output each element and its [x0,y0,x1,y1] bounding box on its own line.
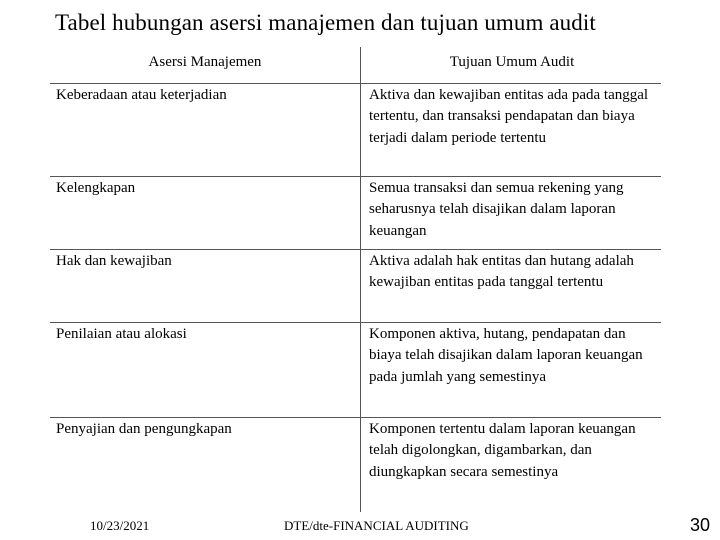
footer-course-label: DTE/dte-FINANCIAL AUDITING [284,518,469,533]
table-row [50,250,661,323]
table-row [50,418,661,512]
table-header-row [50,47,661,84]
table-row [50,84,661,177]
assertion-cell: Penyajian dan pengungkapan [56,420,232,437]
objective-cell: Aktiva dan kewajiban entitas ada pada tanggal tertentu, dan transaksi pendapatan dan biaya terjadi dalam periode tertentu [360,84,661,176]
footer-date: 10/23/2021 [90,518,150,533]
assertion-objective-table [50,47,661,512]
objective-cell: Semua transaksi dan semua rekening yang seharusnya telah disajikan dalam laporan keuangan [360,177,661,249]
objective-cell: Komponen tertentu dalam laporan keuangan telah digolongkan, digambarkan, dan diungkapkan secara semestinya [360,418,661,512]
slide-title: Tabel hubungan asersi manajemen dan tujuan umum audit [55,10,596,35]
objective-cell: Aktiva adalah hak entitas dan hutang adalah kewajiban entitas pada tanggal tertentu [360,250,661,322]
objective-cell: Komponen aktiva, hutang, pendapatan dan biaya telah disajikan dalam laporan keuangan pada jumlah yang semestinya [360,323,661,417]
page-number: 30 [690,515,711,535]
table-row [50,177,661,250]
table-row [50,323,661,418]
assertion-cell: Kelengkapan [56,179,136,196]
assertion-cell: Penilaian atau alokasi [56,325,187,342]
header-management-assertion: Asersi Manajemen [148,54,262,70]
header-audit-objective: Tujuan Umum Audit [360,47,661,83]
assertion-cell: Keberadaan atau keterjadian [56,86,227,103]
assertion-cell: Hak dan kewajiban [56,252,172,269]
